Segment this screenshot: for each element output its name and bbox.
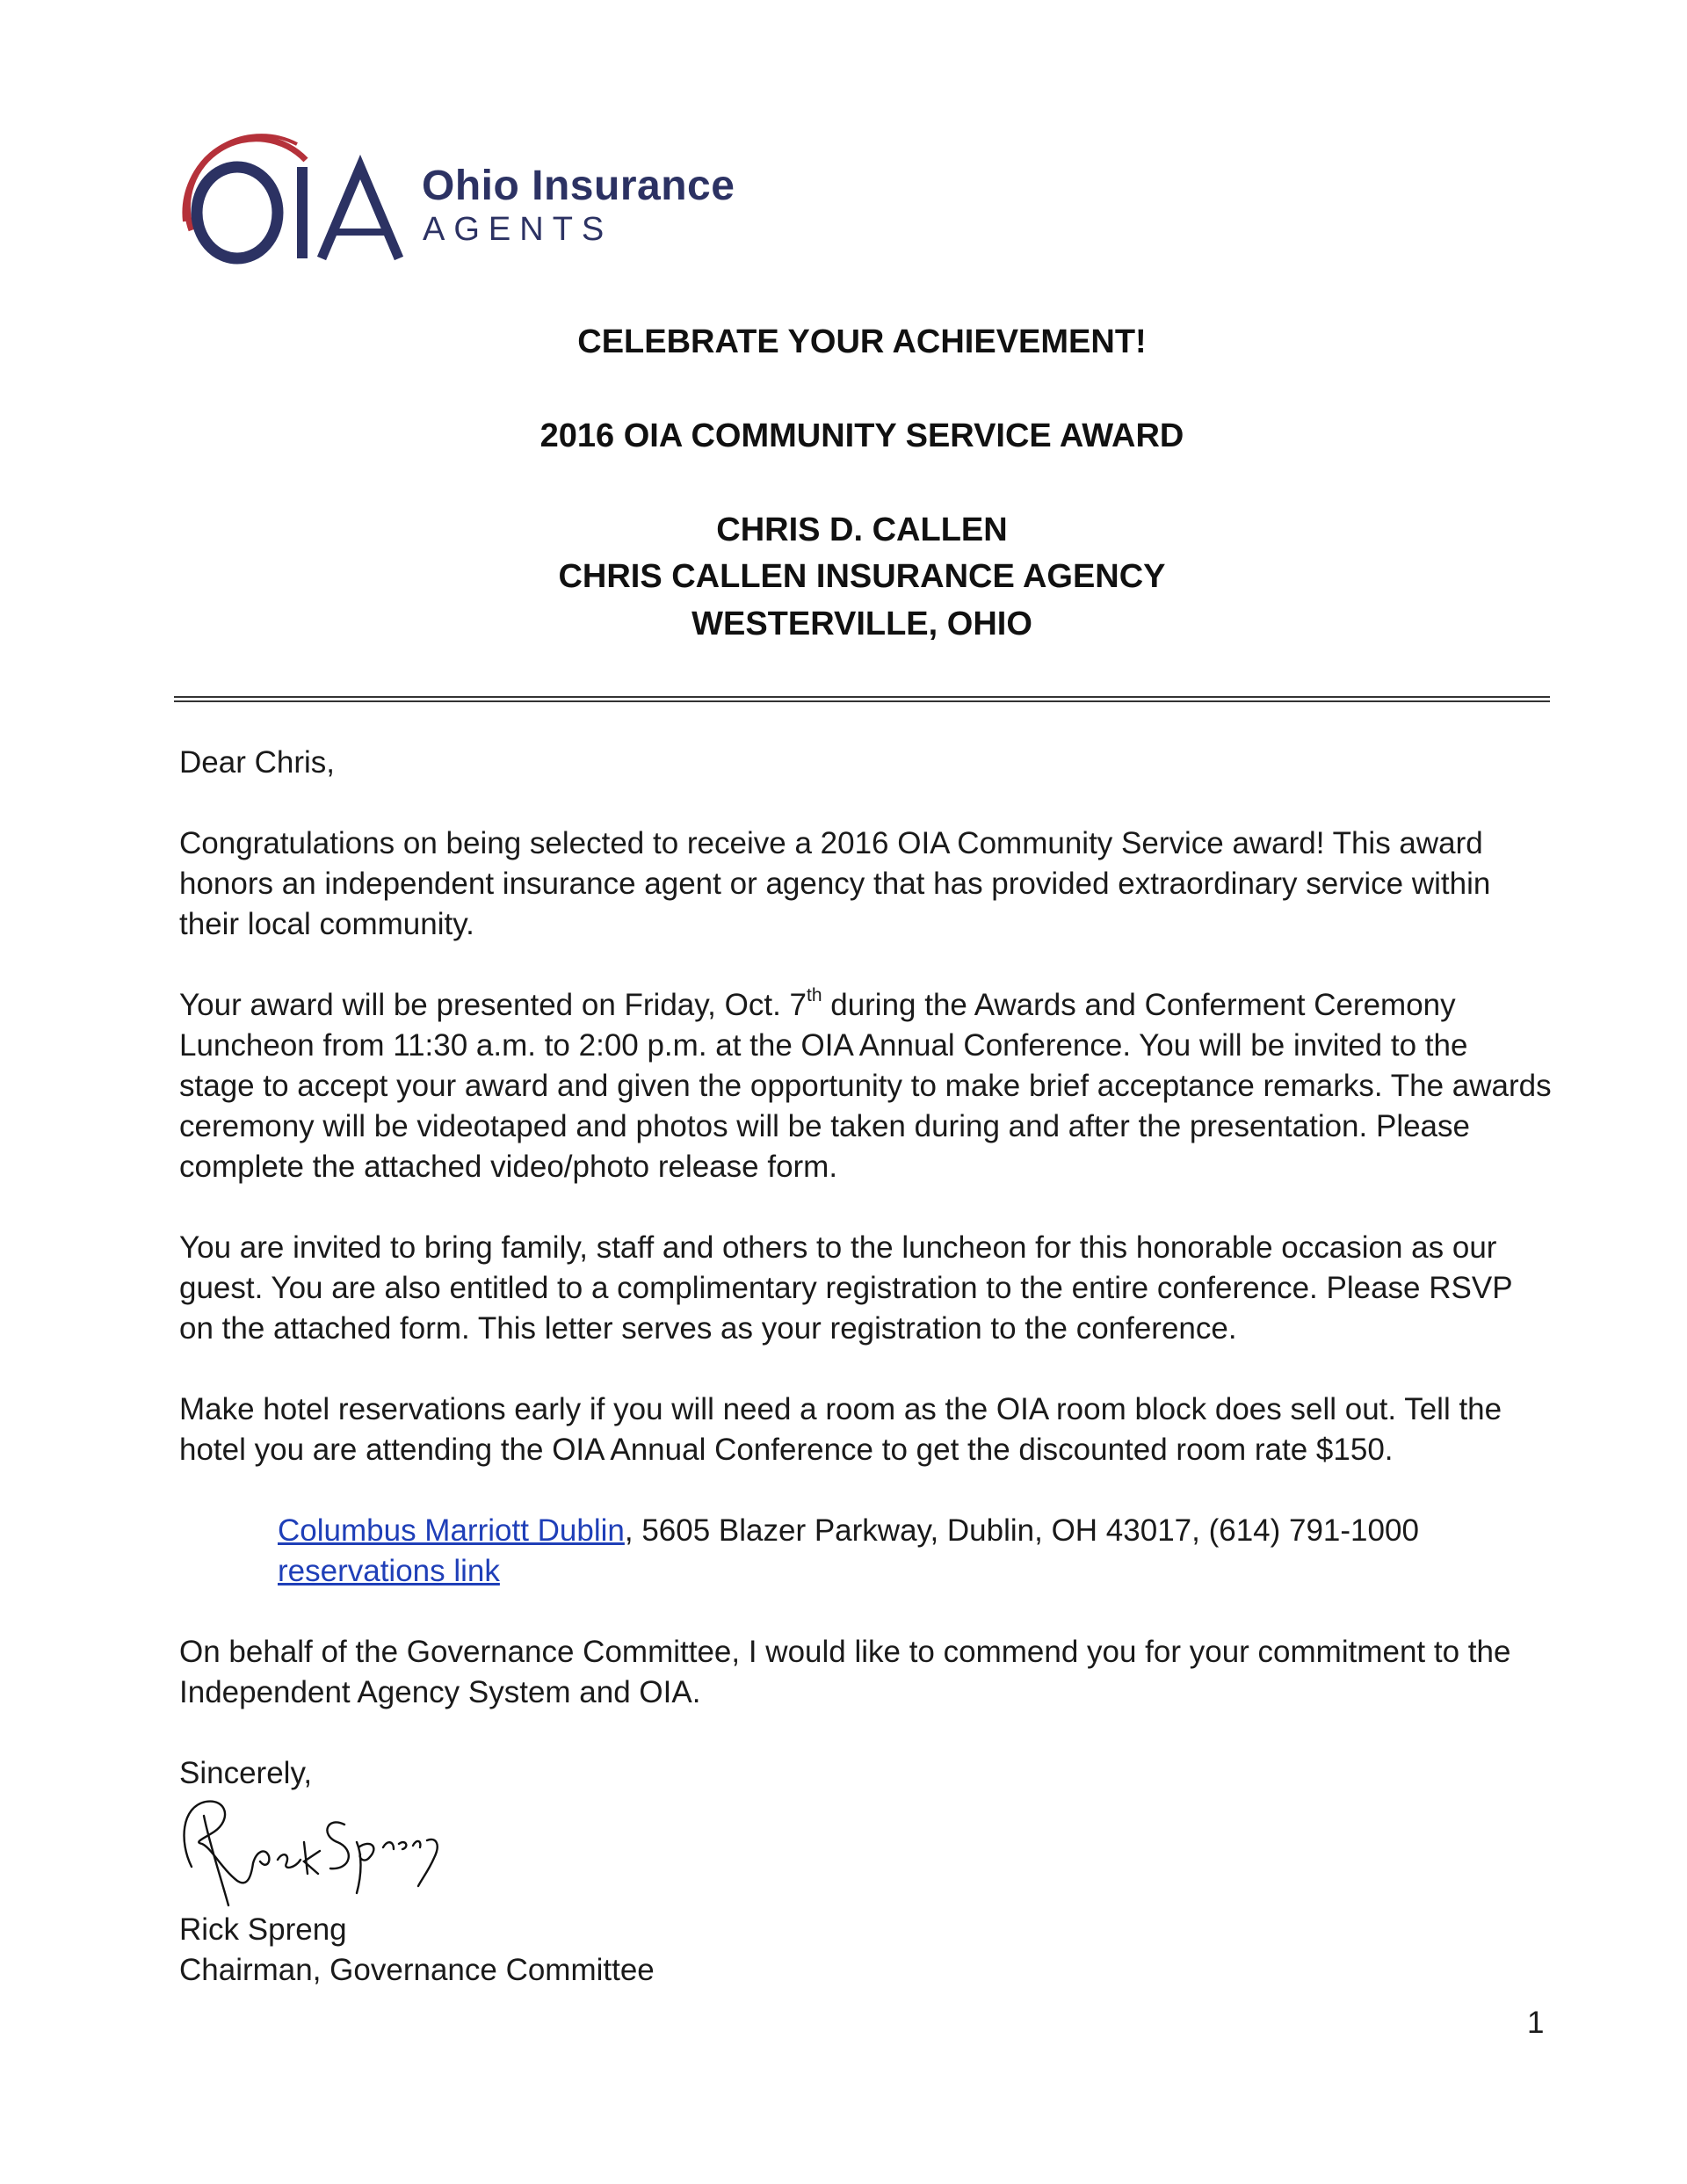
paragraph-line: Congratulations on being selected to receive a 2016 OIA Community Service award! This award bbox=[179, 826, 1483, 860]
reservations-link[interactable]: reservations link bbox=[278, 1554, 500, 1588]
oia-logo bbox=[174, 134, 736, 274]
hotel-details: , 5605 Blazer Parkway, Dublin, OH 43017, (614) 791-1000 bbox=[624, 1513, 1419, 1548]
paragraph-line: ceremony will be videotaped and photos will be taken during and after the presentation. Please bbox=[179, 1109, 1470, 1143]
signer-name: Rick Spreng bbox=[179, 1912, 347, 1947]
hotel-line bbox=[278, 1511, 1419, 1551]
oia-logo-mark-icon bbox=[174, 134, 420, 265]
paragraph-line bbox=[179, 985, 1559, 1026]
award-heading: 2016 OIA COMMUNITY SERVICE AWARD bbox=[539, 417, 1184, 454]
heading-divider bbox=[174, 696, 1550, 702]
page-number: 1 bbox=[1527, 2006, 1545, 2040]
celebrate-heading: CELEBRATE YOUR ACHIEVEMENT! bbox=[577, 323, 1147, 360]
paragraph-presentation bbox=[179, 985, 1559, 1187]
hotel-info bbox=[278, 1511, 1419, 1592]
closing bbox=[179, 1753, 1559, 1794]
logo-name-line1: Ohio Insurance bbox=[422, 163, 735, 209]
salutation bbox=[179, 743, 1559, 783]
recipient-agency: CHRIS CALLEN INSURANCE AGENCY bbox=[558, 558, 1166, 595]
paragraph-line: stage to accept your award and given the opportunity to make brief acceptance remarks. The awards bbox=[179, 1069, 1552, 1103]
paragraph-line: Make hotel reservations early if you will need a room as the OIA room block does sell out. Tell the bbox=[179, 1392, 1502, 1426]
hotel-line bbox=[278, 1551, 1419, 1592]
paragraph-line: complete the attached video/photo release form. bbox=[179, 1150, 838, 1184]
hotel-name-link[interactable]: Columbus Marriott Dublin bbox=[278, 1513, 625, 1548]
date-text: Your award will be presented on Friday, Oct. 7 bbox=[179, 988, 807, 1022]
handwritten-signature bbox=[172, 1789, 445, 1912]
paragraph-line: their local community. bbox=[179, 907, 474, 941]
paragraph-line: You are invited to bring family, staff and others to the luncheon for this honorable occasion as our bbox=[179, 1230, 1497, 1265]
paragraph-line: honors an independent insurance agent or agency that has provided extraordinary service within bbox=[179, 867, 1491, 901]
paragraph-commendation bbox=[179, 1632, 1559, 1713]
closing-text: Sincerely, bbox=[179, 1756, 313, 1790]
paragraph-line: Independent Agency System and OIA. bbox=[179, 1675, 701, 1709]
paragraph-line: hotel you are attending the OIA Annual Conference to get the discounted room rate $150. bbox=[179, 1433, 1394, 1467]
ordinal-suffix: th bbox=[806, 985, 822, 1006]
paragraph-line: on the attached form. This letter serves as your registration to the conference. bbox=[179, 1311, 1237, 1346]
recipient-name: CHRIS D. CALLEN bbox=[716, 512, 1008, 548]
paragraph-hotel bbox=[179, 1389, 1559, 1470]
date-text-after: during the Awards and Conferment Ceremony bbox=[822, 988, 1456, 1022]
paragraph-line: guest. You are also entitled to a complimentary registration to the entire conference. Please RSVP bbox=[179, 1271, 1513, 1305]
recipient-location: WESTERVILLE, OHIO bbox=[691, 606, 1032, 642]
paragraph-line: On behalf of the Governance Committee, I would like to commend you for your commitment to the bbox=[179, 1635, 1511, 1669]
paragraph-invitation bbox=[179, 1228, 1559, 1349]
signer-title: Chairman, Governance Committee bbox=[179, 1953, 655, 1987]
paragraph-congratulations bbox=[179, 824, 1559, 945]
logo-name-line2: AGENTS bbox=[423, 211, 613, 248]
paragraph-line: Luncheon from 11:30 a.m. to 2:00 p.m. at the OIA Annual Conference. You will be invited to the bbox=[179, 1028, 1468, 1063]
salutation-text: Dear Chris, bbox=[179, 745, 335, 780]
